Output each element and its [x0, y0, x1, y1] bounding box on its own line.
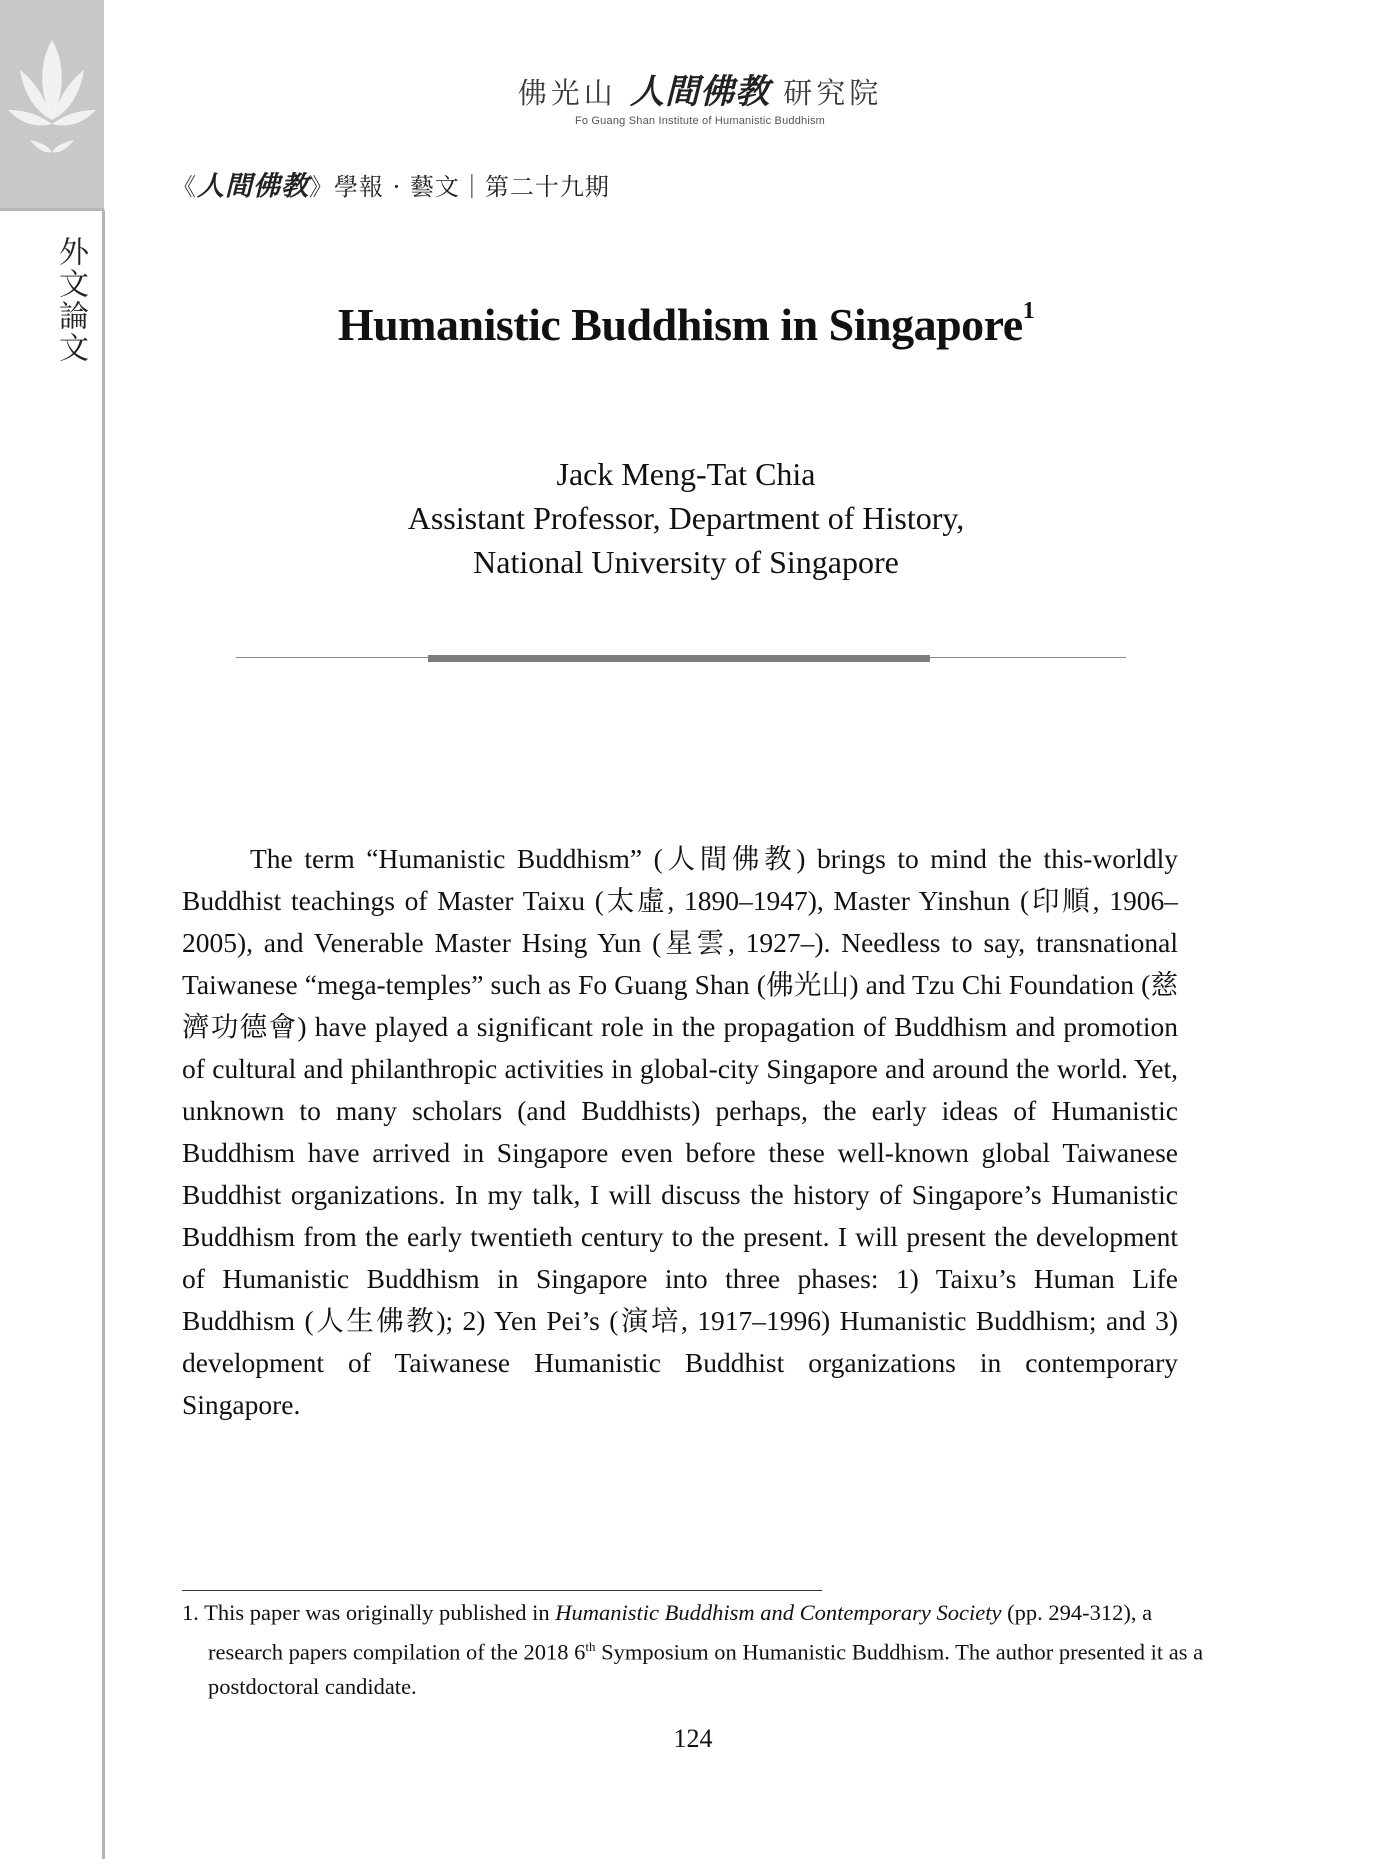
institute-english-name: Fo Guang Shan Institute of Humanistic Buddhism: [574, 115, 826, 127]
journal-header: [172, 164, 610, 203]
author-name: Jack Meng-Tat Chia: [556, 456, 816, 492]
journal-brand: 人間佛教: [197, 171, 309, 202]
affiliation-line-2: National University of Singapore: [473, 544, 899, 580]
article-title: [186, 298, 1186, 351]
footnote-text-1: This paper was originally published in: [198, 1600, 556, 1625]
footnote-text-3: Symposium on Humanistic Buddhism. The author presented it as a postdoctoral candidate.: [208, 1639, 1204, 1699]
lotus-icon: [0, 0, 104, 210]
journal-open-bracket: 《: [172, 173, 197, 201]
author-block: [186, 452, 1186, 584]
affiliation-line-1: Assistant Professor, Department of History,: [407, 500, 965, 536]
institute-prefix: 佛光山: [517, 76, 617, 110]
institute-brand: 人間佛教: [630, 72, 770, 112]
margin-rule: [102, 210, 105, 1859]
footnote-source-title: Humanistic Buddhism and Contemporary Society: [555, 1600, 1002, 1625]
journal-issue: 》學報 · 藝文｜第二十九期: [309, 173, 610, 201]
page-number: 124: [673, 1724, 713, 1753]
footnote-text-2: (pp. 294-312), a research papers compilation of the 2018 6: [208, 1600, 1153, 1665]
corner-rule: [0, 208, 104, 211]
title-text: Humanistic Buddhism in Singapore: [337, 299, 1023, 350]
title-footnote-marker: 1: [1022, 298, 1035, 324]
institute-name: [480, 64, 920, 113]
separator-bar: [428, 655, 930, 662]
institute-header: [480, 64, 920, 127]
section-label: 外文論文: [53, 236, 88, 364]
footnote-number: 1.: [182, 1600, 199, 1625]
corner-decoration: [0, 0, 104, 210]
footnote: [182, 1596, 1204, 1704]
footnote-superscript: th: [585, 1639, 596, 1654]
institute-suffix: 研究院: [783, 76, 883, 110]
article-body: The term “Humanistic Buddhism” (人間佛教) brings to mind the this-worldly Buddhist teachings of Master Taixu (太虛, 1890–1947), Master Yinshun (印順, 1906–2005), and Venerable Master Hsing Yun (星雲, 1927–). Needless to say, transnational Taiwanese “mega-temples” such as Fo Guang Shan (佛光山) and Tzu Chi Foundation (慈濟功德會) have played a significant role in the propagation of Buddhism and promotion of cultural and philanthropic activities in global-city Singapore and around the world. Yet, unknown to many scholars (and Buddhists) perhaps, the early ideas of Humanistic Buddhism have arrived in Singapore even before these well-known global Taiwanese Buddhist organizations. In my talk, I will discuss the history of Singapore’s Humanistic Buddhism from the early twentieth century to the present. I will present the development of Humanistic Buddhism in Singapore into three phases: 1) Taixu’s Human Life Buddhism (人生佛教); 2) Yen Pei’s (演培, 1917–1996) Humanistic Buddhism; and 3) development of Taiwanese Humanistic Buddhist organizations in contemporary Singapore.: [182, 843, 1178, 1420]
footnote-rule: [182, 1590, 822, 1591]
